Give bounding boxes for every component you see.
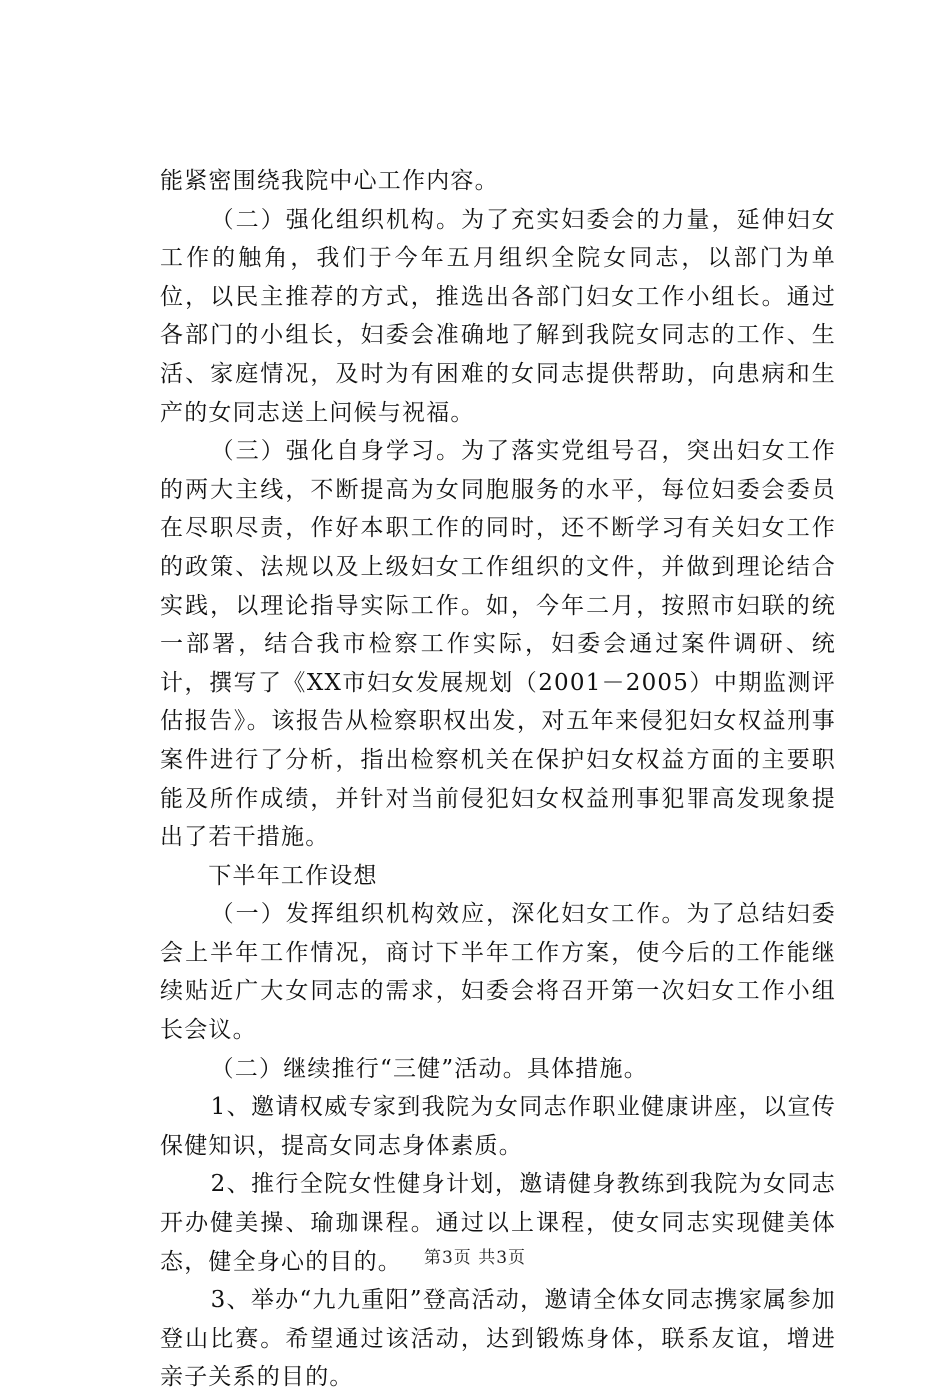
section-heading-plan: 下半年工作设想 [208,862,378,889]
paragraph-organization: （二）强化组织机构。为了充实妇委会的力量，延伸妇女工作的触角，我们于今年五月组织全院女同志，以部门为单位，以民主推荐的方式，推选出各部门妇女工作小组长。通过各部门的小组长，妇委会准确地了解到我院女同志的工作、生活、家庭情况，及时为有困难的女同志提供帮助，向患病和生产的女同志送上问候与祝福。 [160,206,836,426]
list-item-climbing: 3、举办“九九重阳”登高活动，邀请全体女同志携家属参加登山比赛。希望通过该活动，达到锻炼身体，联系友谊，增进亲子关系的目的。 [160,1287,836,1391]
list-item-lecture: 1、邀请权威专家到我院为女同志作职业健康讲座，以宣传保健知识，提高女同志身体素质。 [160,1094,836,1159]
document-body [160,162,836,1397]
page-number-footer: 第3页 共3页 [423,1248,527,1268]
paragraph-continuation: 能紧密围绕我院中心工作内容。 [160,168,499,194]
list-item-fitness: 2、推行全院女性健身计划，邀请健身教练到我院为女同志开办健美操、瑜珈课程。通过以上课程，使女同志实现健美体态，健全身心的目的。 [160,1171,836,1275]
paragraph-self-study: （三）强化自身学习。为了落实党组号召，突出妇女工作的两大主线，不断提高为女同胞服务的水平，每位妇委会委员在尽职尽责，作好本职工作的同时，还不断学习有关妇女工作的政策、法规以及上级妇女工作组织的文件，并做到理论结合实践，以理论指导实际工作。如，今年二月，按照市妇联的统一部署，结合我市检察工作实际，妇委会通过案件调研、统计，撰写了《XX市妇女发展规划（2001－2005）中期监测评估报告》。该报告从检察职权出发，对五年来侵犯妇女权益刑事案件进行了分析，指出检察机关在保护妇女权益方面的主要职能及所作成绩，并针对当前侵犯妇女权益刑事犯罪高发现象提出了若干措施。 [160,438,836,851]
paragraph-plan-organization: （一）发挥组织机构效应，深化妇女工作。为了总结妇委会上半年工作情况，商讨下半年工作方案，使今后的工作能继续贴近广大女同志的需求，妇委会将召开第一次妇女工作小组长会议。 [160,901,836,1044]
paragraph-three-health: （二）继续推行“三健”活动。具体措施。 [210,1055,648,1082]
